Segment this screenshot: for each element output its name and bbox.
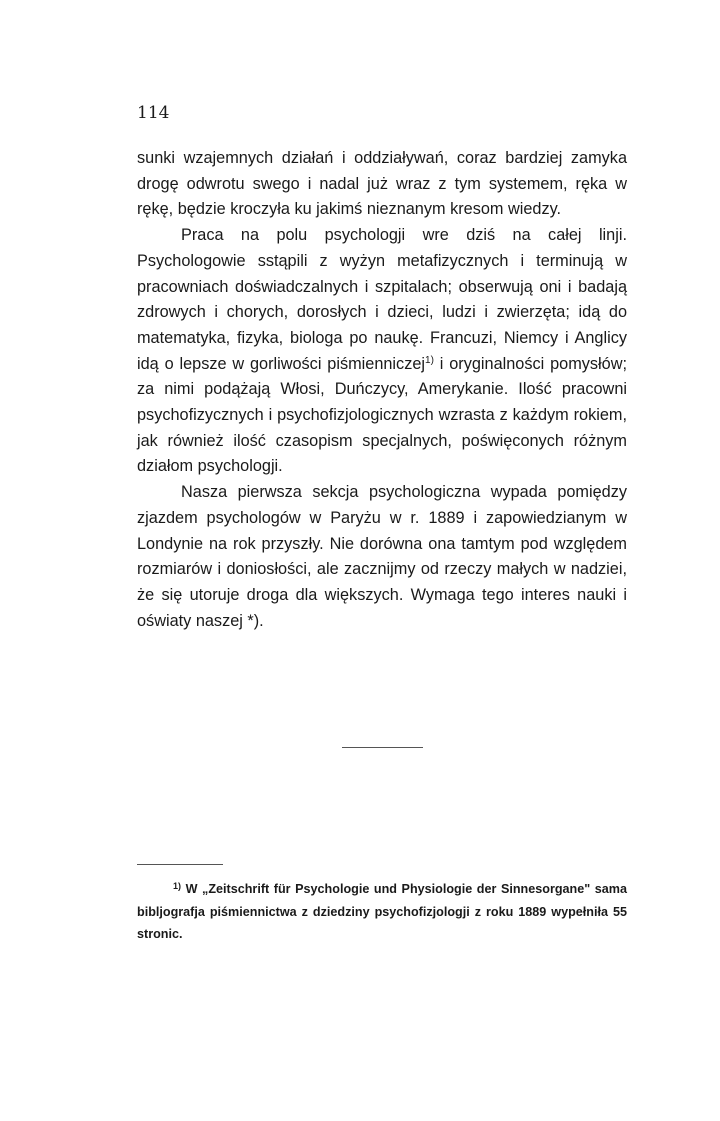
body-text <box>137 146 627 634</box>
footnote <box>137 878 627 946</box>
paragraph-2-after: i oryginalności pomysłów; za nimi podążają Włosi, Duńczycy, Amerykanie. Ilość pracowni psychofizycznych i psychofizjologicznych wzrasta z każdym rokiem, jak również ilość czasopism specjalnych, poświęconych różnym działom psychologji. <box>137 354 627 476</box>
paragraph-2-before: Praca na polu psychologji wre dziś na całej linji. Psychologowie sstąpili z wyżyn metafizycznych i terminują w pracowniach doświadczalnych i szpitalach; obserwują oni i badają zdrowych i chorych, dorosłych i dzieci, ludzi i zwierzęta; idą do matematyka, fizyka, biologa po naukę. Francuzi, Niemcy i Anglicy idą o lepsze w gorliwości piśmienniczej <box>137 226 627 373</box>
paragraph-3: Nasza pierwsza sekcja psychologiczna wypada pomiędzy zjazdem psychologów w Paryżu w r. 1889 i zapowiedzianym w Londynie na rok przyszły. Nie dorówna ona tamtym pod względem rozmiarów i doniosłości, ale zacznijmy od rzeczy małych w nadziei, że się utoruje droga dla większych. Wymaga tego interes nauki i oświaty naszej *). <box>137 483 627 630</box>
footnote-reference: 1) <box>425 354 434 366</box>
footnote-text: W „Zeitschrift für Psychologie und Physiologie der Sinnesorgane" sama bibljografja piśmiennictwa z dziedziny psychofizjologji z roku 1889 wypełniła 55 stronic. <box>137 882 627 941</box>
page-number: 114 <box>137 103 170 123</box>
paragraph-2 <box>137 223 627 480</box>
footnote-mark: 1) <box>173 881 182 891</box>
paragraph-1: sunki wzajemnych działań i oddziaływań, coraz bardziej zamyka drogę odwrotu swego i nadal już wraz z tym systemem, ręka w rękę, będzie kroczyła ku jakimś nieznanym kresom wiedzy. <box>137 149 627 219</box>
section-divider <box>342 747 423 748</box>
footnote-divider <box>137 864 223 865</box>
